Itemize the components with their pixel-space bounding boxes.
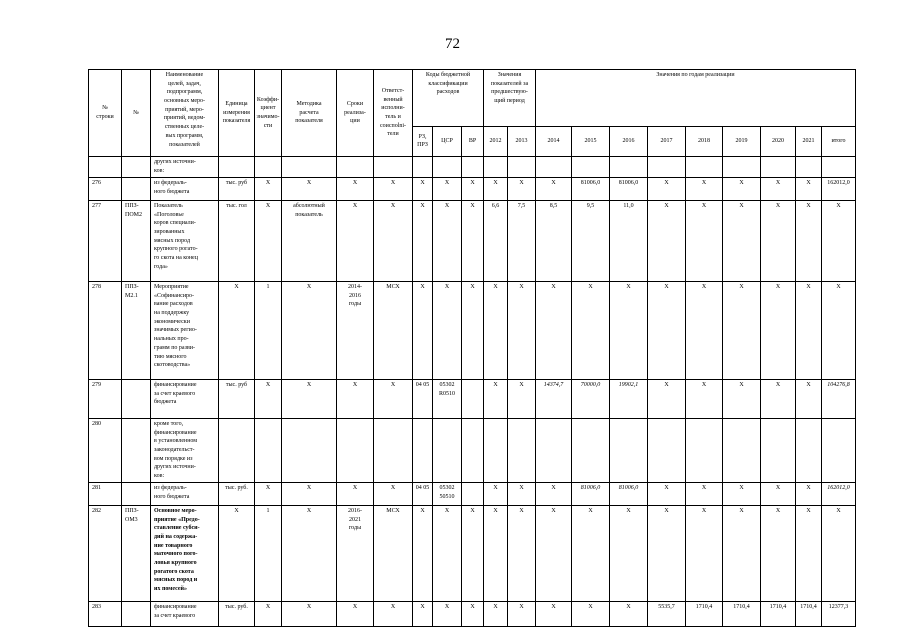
header-year-2013: 2013 — [508, 126, 536, 157]
header-year-2016: 2016 — [610, 126, 648, 157]
table-cell: X — [433, 505, 462, 601]
header-budget-codes: Коды бюджетной классификации расходов — [413, 70, 484, 127]
table-cell: X — [337, 482, 374, 505]
row-name-cell: финансирование за счет краевого — [151, 601, 219, 626]
table-cell — [413, 157, 433, 178]
row-number-cell: 276 — [89, 178, 122, 201]
row-number-cell: 277 — [89, 201, 122, 282]
table-cell: X — [337, 201, 374, 282]
table-cell: X — [508, 482, 536, 505]
table-cell: X — [374, 380, 413, 419]
table-cell: 81006,0 — [572, 482, 610, 505]
header-coef: Коэффи- циент значимо- сти — [255, 70, 282, 157]
table-cell — [255, 419, 282, 483]
table-cell: X — [723, 482, 761, 505]
table-cell — [723, 157, 761, 178]
header-method: Методика расчета показателя — [282, 70, 337, 157]
table-cell: X — [610, 601, 648, 626]
table-cell: X — [462, 178, 484, 201]
table-cell: X — [484, 505, 508, 601]
table-cell — [122, 380, 151, 419]
table-cell: X — [462, 201, 484, 282]
table-cell: X — [536, 482, 572, 505]
table-row — [89, 505, 856, 601]
table-cell: X — [484, 178, 508, 201]
table-cell — [255, 157, 282, 178]
table-cell: 81006,0 — [610, 178, 648, 201]
table-cell: X — [796, 282, 822, 380]
table-cell: X — [508, 282, 536, 380]
header-row-1 — [89, 70, 856, 127]
table-cell: 1 — [255, 505, 282, 601]
table-cell: тыс. руб. — [219, 601, 255, 626]
table-cell: X — [374, 482, 413, 505]
row-name-cell: других источни- ков: — [151, 157, 219, 178]
table-cell: 1710,4 — [796, 601, 822, 626]
table-cell — [761, 419, 796, 483]
table-cell: X — [536, 282, 572, 380]
table-cell — [122, 178, 151, 201]
header-previous-period: Значения показателей за предшествую- щий период — [484, 70, 536, 127]
table-cell — [433, 419, 462, 483]
table-cell: X — [433, 601, 462, 626]
table-cell: 2016- 2021 годы — [337, 505, 374, 601]
row-name-cell: кроме того, финансирование в установленном законодательст- вом порядке из других источни- ков: — [151, 419, 219, 483]
table-cell: X — [536, 601, 572, 626]
table-cell: X — [282, 282, 337, 380]
table-cell: X — [433, 178, 462, 201]
table-cell: X — [648, 380, 686, 419]
table-row — [89, 282, 856, 380]
row-number-cell: 280 — [89, 419, 122, 483]
table-cell: X — [572, 505, 610, 601]
table-cell — [686, 157, 723, 178]
table-cell: X — [484, 380, 508, 419]
table-row — [89, 482, 856, 505]
table-cell — [723, 419, 761, 483]
header-year-2020: 2020 — [761, 126, 796, 157]
row-name-cell: из федераль- ного бюджета — [151, 482, 219, 505]
header-name: Наименование целей, задач, подпрограмм, основных меро- приятий, меро- приятий, ведом- ственных целе- вых программ, показателей — [151, 70, 219, 157]
table-cell — [219, 419, 255, 483]
header-total: итого — [822, 126, 856, 157]
table-cell: X — [508, 380, 536, 419]
table-cell — [462, 419, 484, 483]
table-cell: X — [796, 505, 822, 601]
table-cell: X — [723, 178, 761, 201]
table-cell: X — [648, 178, 686, 201]
row-number-cell: 282 — [89, 505, 122, 601]
table-cell — [484, 157, 508, 178]
table-cell: X — [572, 282, 610, 380]
table-cell — [219, 157, 255, 178]
table-cell: МСХ — [374, 282, 413, 380]
program-indicators-table — [88, 69, 856, 627]
table-cell: X — [822, 505, 856, 601]
table-cell — [484, 419, 508, 483]
table-cell: X — [337, 178, 374, 201]
table-cell — [648, 157, 686, 178]
table-cell: X — [723, 201, 761, 282]
table-cell — [572, 419, 610, 483]
table-cell: тыс. руб. — [219, 482, 255, 505]
table-cell: 11,0 — [610, 201, 648, 282]
table-cell: X — [686, 482, 723, 505]
table-cell: 19902,1 — [610, 380, 648, 419]
table-cell: X — [761, 380, 796, 419]
table-cell: X — [648, 482, 686, 505]
table-cell: X — [462, 601, 484, 626]
table-cell: X — [413, 505, 433, 601]
table-cell: X — [686, 178, 723, 201]
table-cell: 162012,0 — [822, 482, 856, 505]
table-cell: X — [761, 282, 796, 380]
table-cell — [796, 419, 822, 483]
header-year-2018: 2018 — [686, 126, 723, 157]
table-cell: X — [282, 380, 337, 419]
table-cell — [122, 601, 151, 626]
row-name-cell: Мероприятие «Софинансиро- вание расходов на поддержку экономически значимых регио- нальных про- грамм по разви- тию мясного скотоводства» — [151, 282, 219, 380]
table-cell: X — [255, 601, 282, 626]
table-cell: X — [648, 201, 686, 282]
row-number-cell: 281 — [89, 482, 122, 505]
table-cell: X — [508, 505, 536, 601]
table-cell: X — [282, 482, 337, 505]
table-cell: X — [761, 178, 796, 201]
table-cell — [462, 380, 484, 419]
table-row — [89, 157, 856, 178]
table-cell: X — [723, 505, 761, 601]
table-cell — [610, 419, 648, 483]
row-name-cell: финансирование за счет краевого бюджета — [151, 380, 219, 419]
table-cell: тыс. гол — [219, 201, 255, 282]
table-cell: X — [536, 178, 572, 201]
table-cell — [648, 419, 686, 483]
table-cell: 1710,4 — [723, 601, 761, 626]
table-cell: X — [796, 380, 822, 419]
table-cell: 8,5 — [536, 201, 572, 282]
table-cell: 81006,0 — [572, 178, 610, 201]
table-cell — [610, 157, 648, 178]
table-cell: 1710,4 — [686, 601, 723, 626]
table-cell: X — [484, 601, 508, 626]
table-cell: МСХ — [374, 505, 413, 601]
table-cell: X — [648, 505, 686, 601]
table-row — [89, 419, 856, 483]
table-cell: X — [255, 178, 282, 201]
table-cell: 05302 50510 — [433, 482, 462, 505]
table-cell — [374, 419, 413, 483]
table-cell: 12377,3 — [822, 601, 856, 626]
table-cell: X — [219, 505, 255, 601]
table-cell: X — [433, 201, 462, 282]
table-cell: X — [282, 601, 337, 626]
table-cell: X — [374, 201, 413, 282]
table-cell — [761, 157, 796, 178]
row-name-cell: Показатель «Поголовье коров специали- зированных мясных пород крупного рогато- го скота на конец года» — [151, 201, 219, 282]
table-cell: 6,6 — [484, 201, 508, 282]
table-cell: 9,5 — [572, 201, 610, 282]
table-cell: X — [822, 201, 856, 282]
table-cell: X — [255, 482, 282, 505]
table-cell: X — [761, 482, 796, 505]
table-cell — [433, 157, 462, 178]
table-cell: X — [413, 178, 433, 201]
table-cell: X — [255, 380, 282, 419]
table-cell — [822, 157, 856, 178]
header-year-2019: 2019 — [723, 126, 761, 157]
table-cell: 14374,7 — [536, 380, 572, 419]
table-cell: X — [484, 282, 508, 380]
table-cell: X — [374, 601, 413, 626]
table-cell: X — [761, 505, 796, 601]
table-cell: X — [572, 601, 610, 626]
table-cell: ППЗ- ОМ3 — [122, 505, 151, 601]
table-cell: X — [723, 282, 761, 380]
table-cell: X — [433, 282, 462, 380]
table-cell: X — [337, 601, 374, 626]
table-cell — [572, 157, 610, 178]
table-row — [89, 601, 856, 626]
table-cell: X — [413, 601, 433, 626]
table-cell: X — [686, 201, 723, 282]
table-cell: X — [796, 178, 822, 201]
table-cell: X — [536, 505, 572, 601]
table-cell — [282, 419, 337, 483]
page-number: 72 — [445, 36, 460, 52]
row-number-cell: 283 — [89, 601, 122, 626]
table-row — [89, 178, 856, 201]
table-cell — [796, 157, 822, 178]
table-cell: 7,5 — [508, 201, 536, 282]
table-cell: 1710,4 — [761, 601, 796, 626]
table-cell — [122, 482, 151, 505]
header-csr: ЦСР — [433, 126, 462, 157]
table-cell: X — [413, 282, 433, 380]
row-number-cell — [89, 157, 122, 178]
table-cell: X — [374, 178, 413, 201]
table-cell: ППЗ- М2.1 — [122, 282, 151, 380]
header-responsible: Ответст- венный исполни- тель и соиспolni- тели — [374, 70, 413, 157]
table-cell: X — [484, 482, 508, 505]
table-cell — [536, 157, 572, 178]
table-cell: 2014- 2016 годы — [337, 282, 374, 380]
table-cell: 70000,0 — [572, 380, 610, 419]
table-row — [89, 201, 856, 282]
table-cell: X — [686, 380, 723, 419]
table-cell: 04 05 — [413, 482, 433, 505]
table-cell: X — [255, 201, 282, 282]
table-cell: 05302 R0510 — [433, 380, 462, 419]
table-cell — [462, 482, 484, 505]
header-year-2015: 2015 — [572, 126, 610, 157]
row-name-cell: из федераль- ного бюджета — [151, 178, 219, 201]
header-row-no: № строки — [89, 70, 122, 157]
header-no: № — [122, 70, 151, 157]
table-cell — [413, 419, 433, 483]
table-cell: X — [462, 505, 484, 601]
table-cell — [337, 157, 374, 178]
table-cell — [686, 419, 723, 483]
table-cell: X — [282, 178, 337, 201]
table-cell: тыс. руб — [219, 380, 255, 419]
table-cell — [822, 419, 856, 483]
table-cell: тыс. руб — [219, 178, 255, 201]
table-cell: X — [686, 505, 723, 601]
table-cell: X — [462, 282, 484, 380]
header-year-2021: 2021 — [796, 126, 822, 157]
header-year-2014: 2014 — [536, 126, 572, 157]
table-cell: 104276,8 — [822, 380, 856, 419]
table-cell: X — [796, 201, 822, 282]
header-values-by-year: Значения по годам реализации — [536, 70, 856, 127]
table-cell: абсолютный показатель — [282, 201, 337, 282]
table-cell: 5535,7 — [648, 601, 686, 626]
table-cell: X — [686, 282, 723, 380]
table-cell: X — [508, 178, 536, 201]
table-cell: X — [723, 380, 761, 419]
header-unit: Единица измерения показателя — [219, 70, 255, 157]
header-vr: ВР — [462, 126, 484, 157]
table-cell: ППЗ- ПОМ2 — [122, 201, 151, 282]
table-cell: X — [822, 282, 856, 380]
table-cell — [374, 157, 413, 178]
table-cell: X — [508, 601, 536, 626]
row-number-cell: 278 — [89, 282, 122, 380]
table-cell: X — [337, 380, 374, 419]
table-cell — [122, 419, 151, 483]
table-cell — [536, 419, 572, 483]
table-cell: X — [282, 505, 337, 601]
table-cell — [508, 419, 536, 483]
table-cell: X — [610, 505, 648, 601]
row-number-cell: 279 — [89, 380, 122, 419]
table-row — [89, 380, 856, 419]
header-year-2017: 2017 — [648, 126, 686, 157]
header-terms: Сроки реализа- ции — [337, 70, 374, 157]
table-cell — [282, 157, 337, 178]
table-cell: 162012,0 — [822, 178, 856, 201]
table-cell: X — [761, 201, 796, 282]
table-cell — [122, 157, 151, 178]
table-cell: 04 05 — [413, 380, 433, 419]
table-cell — [462, 157, 484, 178]
row-name-cell: Основное меро- приятие «Предо- ставление субси- дий на содержа- ние товарного маточного пого- ловья крупного рогатого скота мясных пород и их помесей» — [151, 505, 219, 601]
table-cell: X — [796, 482, 822, 505]
table-cell: 1 — [255, 282, 282, 380]
table-cell: X — [610, 282, 648, 380]
table-cell: X — [648, 282, 686, 380]
header-rz: РЗ, ПРЗ — [413, 126, 433, 157]
table-cell: X — [219, 282, 255, 380]
table-cell: X — [413, 201, 433, 282]
table-cell — [337, 419, 374, 483]
table-cell — [508, 157, 536, 178]
header-year-2012: 2012 — [484, 126, 508, 157]
table-cell: 81006,0 — [610, 482, 648, 505]
